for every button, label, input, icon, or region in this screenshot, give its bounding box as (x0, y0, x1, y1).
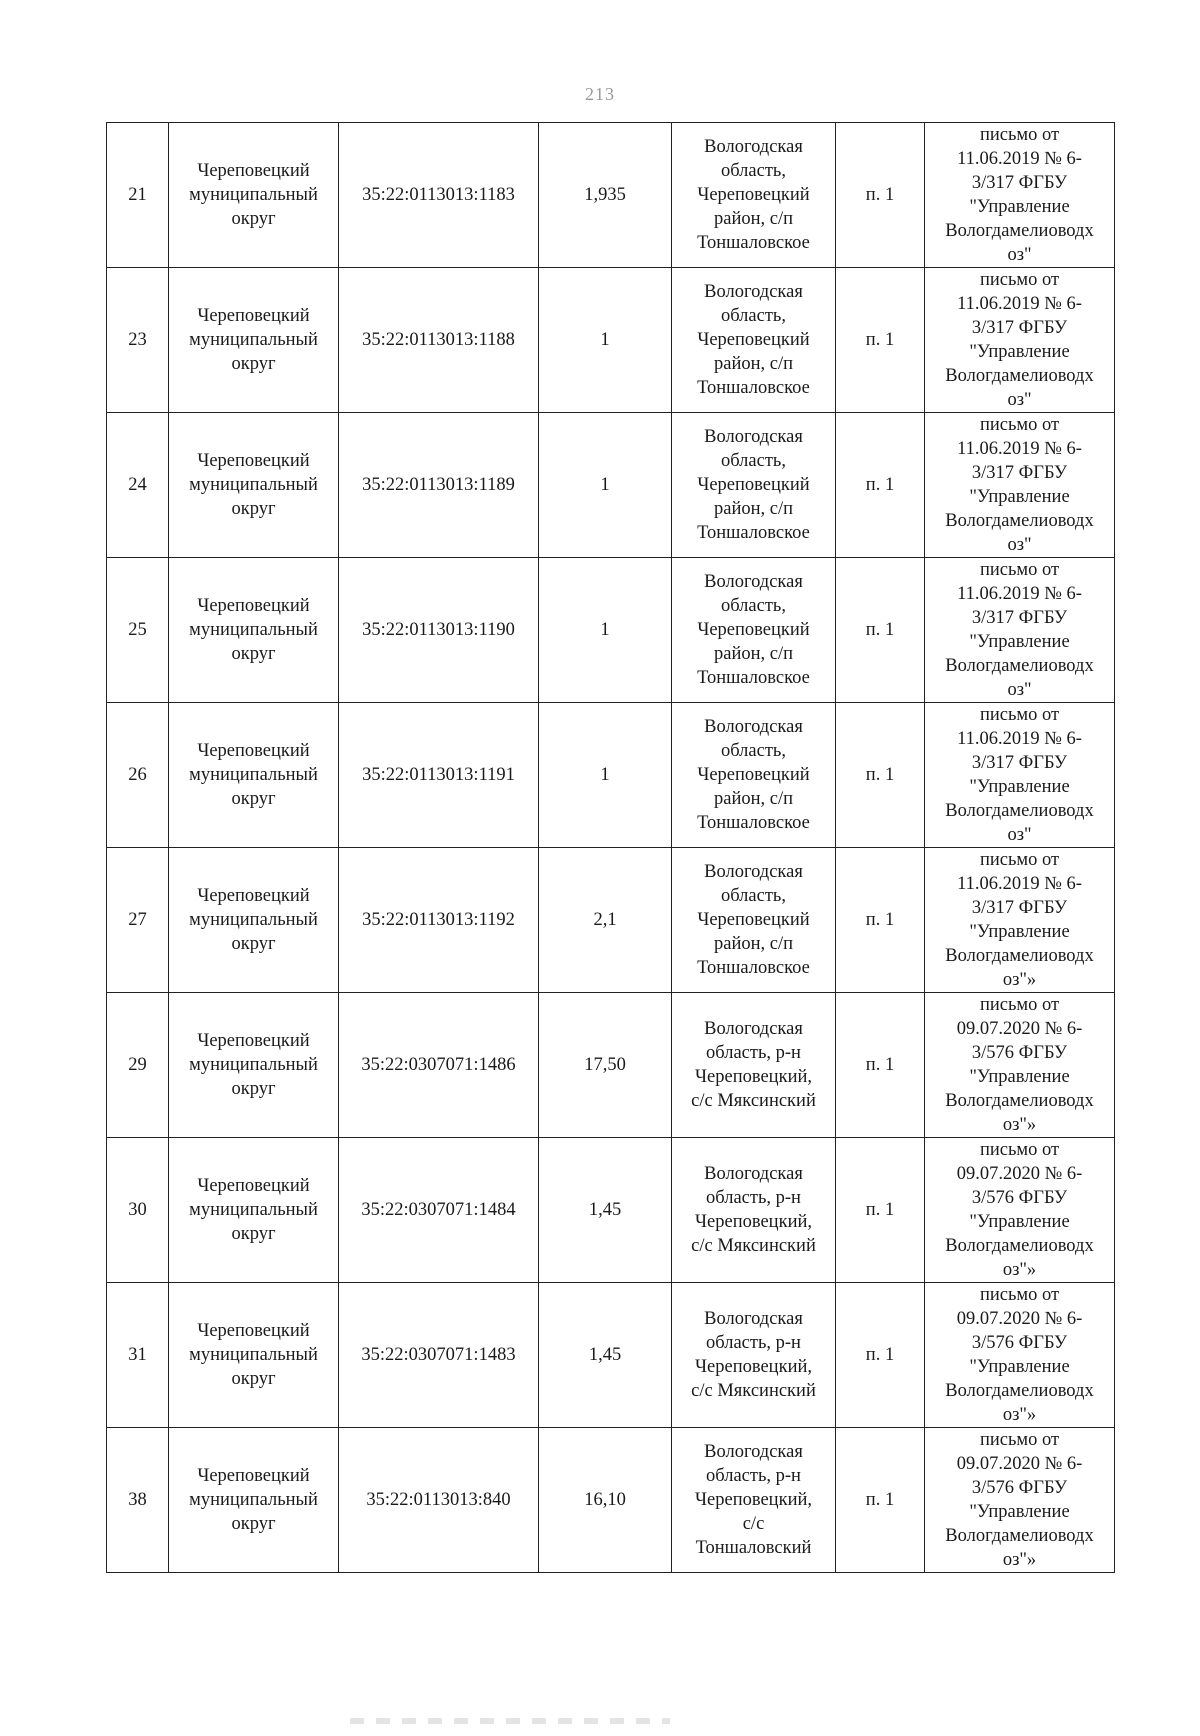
row-number: 24 (107, 413, 169, 558)
municipality-cell: Череповецкий муниципальный округ (169, 993, 339, 1138)
location-cell: Вологодская область, Череповецкий район, с/п Тоншаловское (672, 123, 836, 268)
table-row (107, 1138, 1115, 1283)
location-cell: Вологодская область, р-н Череповецкий, с/с Мяксинский (672, 1138, 836, 1283)
municipality-cell: Череповецкий муниципальный округ (169, 1283, 339, 1428)
table-row (107, 848, 1115, 993)
basis-cell: письмо от 09.07.2020 № 6- 3/576 ФГБУ "Управление Вологдамелиоводх оз"» (925, 1138, 1115, 1283)
basis-cell: письмо от 09.07.2020 № 6- 3/576 ФГБУ "Управление Вологдамелиоводх оз"» (925, 1283, 1115, 1428)
area-cell: 17,50 (539, 993, 672, 1138)
row-number: 31 (107, 1283, 169, 1428)
basis-cell: письмо от 11.06.2019 № 6- 3/317 ФГБУ "Управление Вологдамелиоводх оз" (925, 558, 1115, 703)
municipality-cell: Череповецкий муниципальный округ (169, 268, 339, 413)
cadastral-number-cell: 35:22:0307071:1486 (339, 993, 539, 1138)
table-row (107, 703, 1115, 848)
point-cell: п. 1 (836, 123, 925, 268)
row-number: 23 (107, 268, 169, 413)
cadastral-number-cell: 35:22:0307071:1484 (339, 1138, 539, 1283)
cadastral-number-cell: 35:22:0113013:1192 (339, 848, 539, 993)
municipality-cell: Череповецкий муниципальный округ (169, 1138, 339, 1283)
point-cell: п. 1 (836, 993, 925, 1138)
municipality-cell: Череповецкий муниципальный округ (169, 1428, 339, 1573)
cadastral-number-cell: 35:22:0113013:840 (339, 1428, 539, 1573)
row-number: 30 (107, 1138, 169, 1283)
basis-cell: письмо от 09.07.2020 № 6- 3/576 ФГБУ "Управление Вологдамелиоводх оз"» (925, 1428, 1115, 1573)
page-number: 213 (585, 84, 615, 104)
location-cell: Вологодская область, р-н Череповецкий, с/с Тоншаловский (672, 1428, 836, 1573)
area-cell: 2,1 (539, 848, 672, 993)
basis-cell: письмо от 11.06.2019 № 6- 3/317 ФГБУ "Управление Вологдамелиоводх оз" (925, 703, 1115, 848)
area-cell: 1 (539, 268, 672, 413)
municipality-cell: Череповецкий муниципальный округ (169, 558, 339, 703)
basis-cell: письмо от 11.06.2019 № 6- 3/317 ФГБУ "Управление Вологдамелиоводх оз" (925, 413, 1115, 558)
scan-artifact (350, 1718, 670, 1724)
basis-cell: письмо от 09.07.2020 № 6- 3/576 ФГБУ "Управление Вологдамелиоводх оз"» (925, 993, 1115, 1138)
table-row (107, 123, 1115, 268)
area-cell: 1,935 (539, 123, 672, 268)
basis-cell: письмо от 11.06.2019 № 6- 3/317 ФГБУ "Управление Вологдамелиоводх оз" (925, 268, 1115, 413)
location-cell: Вологодская область, Череповецкий район, с/п Тоншаловское (672, 703, 836, 848)
area-cell: 1,45 (539, 1138, 672, 1283)
point-cell: п. 1 (836, 1428, 925, 1573)
cadastral-number-cell: 35:22:0113013:1189 (339, 413, 539, 558)
municipality-cell: Череповецкий муниципальный округ (169, 413, 339, 558)
point-cell: п. 1 (836, 848, 925, 993)
cadastral-number-cell: 35:22:0113013:1188 (339, 268, 539, 413)
cadastral-number-cell: 35:22:0113013:1183 (339, 123, 539, 268)
land-plots-table (106, 122, 1115, 1573)
table-row (107, 413, 1115, 558)
table-row (107, 1283, 1115, 1428)
row-number: 21 (107, 123, 169, 268)
area-cell: 1 (539, 558, 672, 703)
table-row (107, 993, 1115, 1138)
row-number: 27 (107, 848, 169, 993)
municipality-cell: Череповецкий муниципальный округ (169, 123, 339, 268)
row-number: 38 (107, 1428, 169, 1573)
municipality-cell: Череповецкий муниципальный округ (169, 848, 339, 993)
cadastral-number-cell: 35:22:0113013:1191 (339, 703, 539, 848)
location-cell: Вологодская область, р-н Череповецкий, с/с Мяксинский (672, 993, 836, 1138)
basis-cell: письмо от 11.06.2019 № 6- 3/317 ФГБУ "Управление Вологдамелиоводх оз"» (925, 848, 1115, 993)
point-cell: п. 1 (836, 413, 925, 558)
basis-cell: письмо от 11.06.2019 № 6- 3/317 ФГБУ "Управление Вологдамелиоводх оз" (925, 123, 1115, 268)
point-cell: п. 1 (836, 558, 925, 703)
location-cell: Вологодская область, Череповецкий район, с/п Тоншаловское (672, 558, 836, 703)
point-cell: п. 1 (836, 268, 925, 413)
row-number: 29 (107, 993, 169, 1138)
row-number: 26 (107, 703, 169, 848)
cadastral-number-cell: 35:22:0113013:1190 (339, 558, 539, 703)
municipality-cell: Череповецкий муниципальный округ (169, 703, 339, 848)
row-number: 25 (107, 558, 169, 703)
point-cell: п. 1 (836, 1138, 925, 1283)
table-row (107, 1428, 1115, 1573)
cadastral-number-cell: 35:22:0307071:1483 (339, 1283, 539, 1428)
point-cell: п. 1 (836, 1283, 925, 1428)
table-row (107, 558, 1115, 703)
area-cell: 1,45 (539, 1283, 672, 1428)
area-cell: 1 (539, 413, 672, 558)
location-cell: Вологодская область, Череповецкий район, с/п Тоншаловское (672, 848, 836, 993)
location-cell: Вологодская область, р-н Череповецкий, с/с Мяксинский (672, 1283, 836, 1428)
location-cell: Вологодская область, Череповецкий район, с/п Тоншаловское (672, 413, 836, 558)
location-cell: Вологодская область, Череповецкий район, с/п Тоншаловское (672, 268, 836, 413)
area-cell: 1 (539, 703, 672, 848)
point-cell: п. 1 (836, 703, 925, 848)
table-row (107, 268, 1115, 413)
area-cell: 16,10 (539, 1428, 672, 1573)
